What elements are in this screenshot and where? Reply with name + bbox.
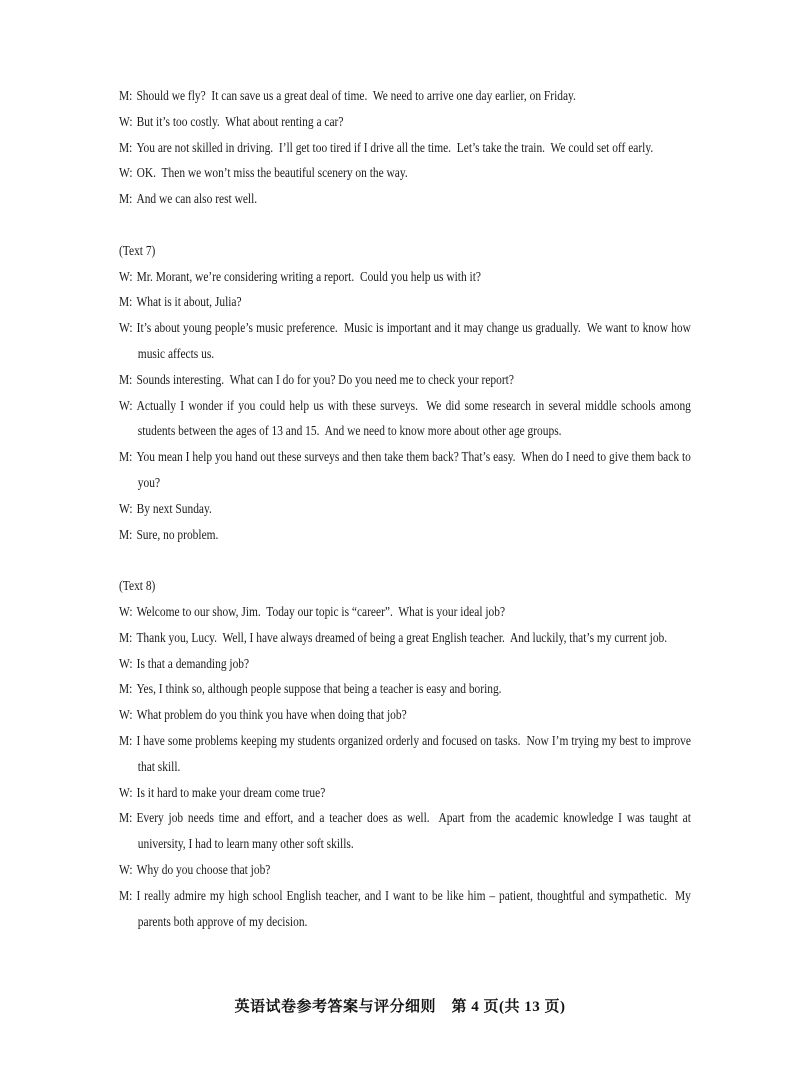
- speaker-label: W:: [119, 656, 133, 672]
- speaker-label: W:: [119, 785, 133, 801]
- dialogue-text: Sounds interesting. What can I do for you? Do you need me to check your report?: [136, 372, 514, 388]
- dialogue-text: Is that a demanding job?: [136, 656, 250, 672]
- speaker-label: W:: [119, 321, 133, 337]
- dialogue-text: I really admire my high school English teacher, and I want to be like him – patient, thoughtful and sympathetic. My parents both approve of my decision.: [136, 888, 691, 930]
- dialogue-line: [119, 265, 691, 291]
- transcript: [119, 84, 691, 935]
- speaker-label: W:: [119, 166, 133, 182]
- dialogue-text: Should we fly? It can save us a great deal of time. We need to arrive one day earlier, on Friday.: [136, 89, 576, 104]
- dialogue-line: [119, 884, 691, 936]
- dialogue-line: [119, 290, 691, 316]
- speaker-label: M:: [119, 630, 133, 646]
- section-heading: (Text 7): [119, 243, 156, 259]
- speaker-label: M:: [119, 450, 133, 466]
- speaker-label: W:: [119, 114, 133, 130]
- dialogue-line: [119, 187, 691, 213]
- speaker-label: M:: [119, 89, 133, 104]
- dialogue-text: You are not skilled in driving. I’ll get too tired if I drive all the time. Let’s take the train. We could set off early.: [136, 140, 654, 156]
- dialogue-line: [119, 368, 691, 394]
- dialogue-text: You mean I help you hand out these surveys and then take them back? That’s easy. When do I need to give them back to you?: [136, 450, 691, 491]
- speaker-label: M:: [119, 295, 133, 311]
- speaker-label: W:: [119, 708, 133, 724]
- dialogue-line: [119, 394, 691, 446]
- speaker-label: M:: [119, 140, 133, 156]
- speaker-label: M:: [119, 888, 133, 904]
- dialogue-text: And we can also rest well.: [136, 192, 258, 208]
- dialogue-line: [119, 497, 691, 523]
- speaker-label: W:: [119, 269, 133, 285]
- speaker-label: M:: [119, 527, 133, 543]
- dialogue-line: [119, 161, 691, 187]
- dialogue-line: [119, 84, 691, 110]
- dialogue-text: It’s about young people’s music preference. Music is important and it may change us gradually. We want to know how music affects us.: [136, 321, 691, 362]
- dialogue-text: Every job needs time and effort, and a teacher does as well. Apart from the academic knowledge I was taught at university, I had to learn many other soft skills.: [136, 811, 691, 853]
- dialogue-line: [119, 626, 691, 652]
- dialogue-line: [119, 600, 691, 626]
- page-footer: 英语试卷参考答案与评分细则 第 4 页(共 13 页): [234, 999, 566, 1015]
- dialogue-text: Mr. Morant, we’re considering writing a report. Could you help us with it?: [136, 269, 481, 285]
- dialogue-text: Is it hard to make your dream come true?: [136, 785, 326, 801]
- dialogue-line: [119, 110, 691, 136]
- speaker-label: W:: [119, 398, 133, 414]
- dialogue-line: [119, 729, 691, 781]
- dialogue-text: By next Sunday.: [136, 501, 212, 517]
- speaker-label: M:: [119, 372, 133, 388]
- dialogue-text: Yes, I think so, although people suppose that being a teacher is easy and boring.: [136, 682, 502, 698]
- dialogue-line: [119, 523, 691, 549]
- dialogue-line: [119, 445, 691, 497]
- dialogue-text: OK. Then we won’t miss the beautiful scenery on the way.: [136, 166, 408, 182]
- dialogue-line: [119, 136, 691, 162]
- dialogue-text: But it’s too costly. What about renting a car?: [136, 114, 344, 130]
- speaker-label: M:: [119, 682, 133, 698]
- speaker-label: M:: [119, 811, 133, 827]
- speaker-label: M:: [119, 192, 133, 208]
- section-heading: (Text 8): [119, 579, 156, 595]
- dialogue-line: [119, 703, 691, 729]
- dialogue-line: [119, 858, 691, 884]
- dialogue-text: I have some problems keeping my students organized orderly and focused on tasks. Now I’m trying my best to improve that skill.: [136, 733, 691, 775]
- speaker-label: W:: [119, 604, 133, 620]
- dialogue-line: [119, 806, 691, 858]
- dialogue-line: [119, 677, 691, 703]
- dialogue-text: What problem do you think you have when doing that job?: [136, 708, 407, 724]
- text-section: [119, 574, 691, 935]
- speaker-label: W:: [119, 501, 133, 517]
- text-section: [119, 84, 691, 213]
- dialogue-line: [119, 316, 691, 368]
- dialogue-text: Sure, no problem.: [136, 527, 219, 543]
- dialogue-text: Actually I wonder if you could help us with these surveys. We did some research in several middle schools among students between the ages of 13 and 15. And we need to know more about other age groups.: [136, 398, 691, 440]
- text-section: [119, 239, 691, 549]
- dialogue-text: What is it about, Julia?: [136, 295, 242, 311]
- dialogue-text: Thank you, Lucy. Well, I have always dreamed of being a great English teacher. And luckily, that’s my current job.: [136, 630, 668, 646]
- dialogue-text: Why do you choose that job?: [136, 862, 271, 878]
- speaker-label: M:: [119, 733, 133, 749]
- speaker-label: W:: [119, 862, 133, 878]
- dialogue-text: Welcome to our show, Jim. Today our topic is “career”. What is your ideal job?: [136, 604, 506, 620]
- dialogue-line: [119, 781, 691, 807]
- dialogue-line: [119, 652, 691, 678]
